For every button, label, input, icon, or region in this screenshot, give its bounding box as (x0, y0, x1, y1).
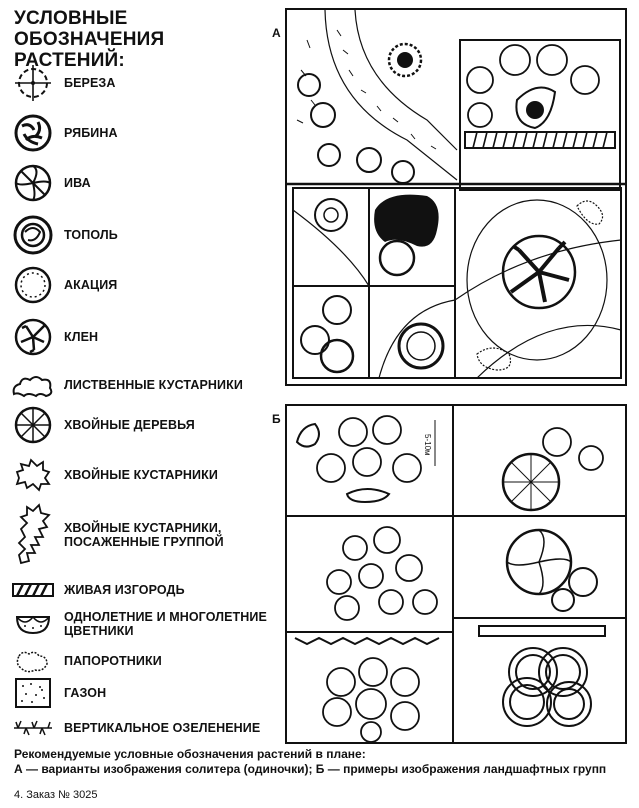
legend-label: ЛИСТВЕННЫЕ КУСТАРНИКИ (64, 378, 243, 392)
legend-label: ОДНОЛЕТНИЕ И МНОГОЛЕТНИЕ (64, 610, 267, 624)
legend-label: ЖИВАЯ ИЗГОРОДЬ (64, 583, 185, 597)
legend-item-conifer-shrubs (10, 454, 285, 496)
legend-label-line2: ПОСАЖЕННЫЕ ГРУППОЙ (64, 535, 224, 549)
legend-item-conifer-trees (10, 404, 285, 446)
caption-line1: Рекомендуемые условные обозначения растений в плане: (14, 747, 366, 761)
vertical-greening-icon (10, 712, 56, 744)
caption-line2: А — варианты изображения солитера (одиночки); Б — примеры изображения ландшафтных групп (14, 762, 607, 776)
panel-b-drawing (287, 406, 625, 742)
legend-label-block (56, 521, 224, 549)
legend-label: ГАЗОН (64, 686, 107, 700)
legend-label: ИВА (64, 176, 91, 190)
panel-b (285, 404, 627, 744)
legend-item-vertical-greening (10, 712, 285, 744)
legend-label: ТОПОЛЬ (64, 228, 118, 242)
flowerbed-icon (10, 609, 56, 639)
legend-item-lawn (10, 672, 285, 714)
legend-label: ХВОЙНЫЕ ДЕРЕВЬЯ (64, 418, 195, 432)
conifer-trees-icon (10, 404, 56, 446)
legend-label-line2: ЦВЕТНИКИ (64, 624, 134, 638)
maple-icon (10, 316, 56, 358)
legend-item-rowan (10, 112, 285, 154)
rowan-icon (10, 112, 56, 154)
legend-title-line1: УСЛОВНЫЕ ОБОЗНАЧЕНИЯ (14, 8, 165, 50)
poplar-icon (10, 214, 56, 256)
legend-item-conifer-shrubs-group (10, 502, 285, 568)
legend-label: ХВОЙНЫЕ КУСТАРНИКИ, (64, 521, 222, 535)
legend-label-block (56, 610, 267, 638)
legend-label: ВЕРТИКАЛЬНОЕ ОЗЕЛЕНЕНИЕ (64, 721, 261, 735)
legend-label: ХВОЙНЫЕ КУСТАРНИКИ (64, 468, 218, 482)
legend-label: РЯБИНА (64, 126, 118, 140)
panel-a (285, 8, 627, 386)
conifer-shrubs-group-icon (10, 502, 56, 568)
legend-item-poplar (10, 214, 285, 256)
legend-label: БЕРЕЗА (64, 76, 116, 90)
legend-title-line2: РАСТЕНИЙ: (14, 50, 125, 71)
footer-note: 4. Заказ № 3025 (14, 789, 98, 801)
acacia-icon (10, 264, 56, 306)
legend-item-hedge (10, 578, 285, 602)
scale-label: 5-10м (423, 434, 432, 456)
legend-label: КЛЕН (64, 330, 99, 344)
birch-icon (10, 62, 56, 104)
legend-item-deciduous-shrubs (10, 364, 285, 406)
deciduous-shrubs-icon (10, 364, 56, 406)
legend-item-acacia (10, 264, 285, 306)
legend-item-maple (10, 316, 285, 358)
conifer-shrubs-icon (10, 454, 56, 496)
willow-icon (10, 162, 56, 204)
panel-a-drawing (287, 10, 625, 384)
legend-item-birch (10, 62, 285, 104)
panel-b-letter: Б (272, 412, 281, 426)
lawn-icon (10, 672, 56, 714)
legend-label: ПАПОРОТНИКИ (64, 654, 162, 668)
legend-item-flowerbed (10, 606, 285, 642)
panel-a-letter: А (272, 26, 281, 40)
legend-label: АКАЦИЯ (64, 278, 118, 292)
figure-caption (14, 747, 634, 777)
legend-item-willow (10, 162, 285, 204)
hedge-icon (10, 578, 56, 602)
